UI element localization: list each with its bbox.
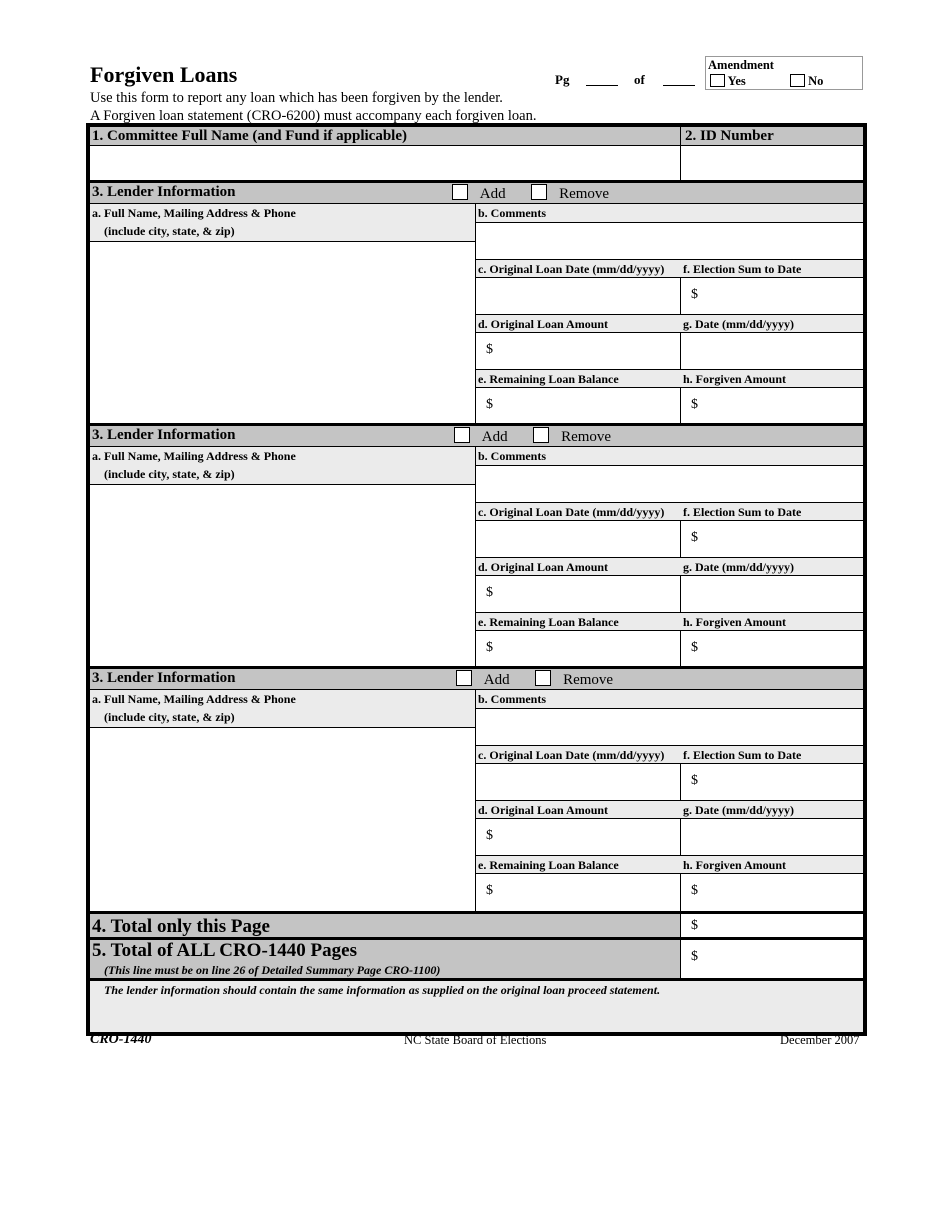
original-amount-field[interactable]: $ xyxy=(486,342,493,357)
address-sublabel: (include city, state, & zip) xyxy=(104,467,235,481)
remove-checkbox[interactable] xyxy=(533,427,549,443)
forgiven-amount-field[interactable]: $ xyxy=(691,883,698,898)
intro-line-1: Use this form to report any loan which has been forgiven by the lender. xyxy=(90,90,503,106)
original-amount-field[interactable]: $ xyxy=(486,828,493,843)
election-sum-field[interactable]: $ xyxy=(691,530,698,545)
page-number-field[interactable] xyxy=(586,84,618,86)
address-field[interactable] xyxy=(92,243,473,423)
address-field[interactable] xyxy=(92,729,473,909)
form-title: Forgiven Loans xyxy=(90,62,238,87)
address-label: a. Full Name, Mailing Address & Phone xyxy=(92,449,296,463)
page-count-field[interactable] xyxy=(663,84,695,86)
original-amount-label: d. Original Loan Amount xyxy=(478,560,609,574)
committee-name-label: 1. Committee Full Name (and Fund if applicable) xyxy=(92,128,407,144)
lender-title: 3. Lender Information xyxy=(92,427,236,443)
date-label: g. Date (mm/dd/yyyy) xyxy=(683,560,794,574)
lender-title: 3. Lender Information xyxy=(92,670,236,686)
add-checkbox[interactable] xyxy=(456,670,472,686)
amendment-yes-label: Yes xyxy=(727,74,746,88)
date-label: g. Date (mm/dd/yyyy) xyxy=(683,317,794,331)
forgiven-amount-field[interactable]: $ xyxy=(691,397,698,412)
form-frame xyxy=(86,123,867,1036)
election-sum-label: f. Election Sum to Date xyxy=(683,748,802,762)
remaining-balance-label: e. Remaining Loan Balance xyxy=(478,372,619,386)
remove-checkbox[interactable] xyxy=(531,184,547,200)
date-field[interactable] xyxy=(682,577,861,611)
loan-date-field[interactable] xyxy=(478,279,678,313)
date-field[interactable] xyxy=(682,334,861,368)
add-checkbox[interactable] xyxy=(454,427,470,443)
form-id: CRO-1440 xyxy=(90,1032,152,1047)
amendment-no-checkbox[interactable] xyxy=(790,74,805,87)
forgiven-amount-label: h. Forgiven Amount xyxy=(683,858,787,872)
agency-name: NC State Board of Elections xyxy=(404,1033,547,1047)
remove-label: Remove xyxy=(561,429,612,445)
comments-label: b. Comments xyxy=(478,206,546,220)
amendment-label: Amendment xyxy=(708,58,774,72)
original-amount-label: d. Original Loan Amount xyxy=(478,317,609,331)
lender-block-2 xyxy=(90,426,863,668)
amendment-box xyxy=(705,56,863,90)
intro-line-2: A Forgiven loan statement (CRO-6200) must accompany each forgiven loan. xyxy=(90,108,537,124)
comments-label: b. Comments xyxy=(478,449,546,463)
forgiven-amount-label: h. Forgiven Amount xyxy=(683,615,787,629)
original-amount-field[interactable]: $ xyxy=(486,585,493,600)
loan-date-field[interactable] xyxy=(478,522,678,556)
forgiven-amount-field[interactable]: $ xyxy=(691,640,698,655)
page-total-label: 4. Total only this Page xyxy=(92,916,270,937)
amendment-no-label: No xyxy=(808,74,824,88)
address-label: a. Full Name, Mailing Address & Phone xyxy=(92,692,296,706)
address-sublabel: (include city, state, & zip) xyxy=(104,224,235,238)
lender-block-3 xyxy=(90,669,863,911)
add-label: Add xyxy=(479,186,506,202)
election-sum-label: f. Election Sum to Date xyxy=(683,262,802,276)
election-sum-label: f. Election Sum to Date xyxy=(683,505,802,519)
remaining-balance-field[interactable]: $ xyxy=(486,883,493,898)
lender-title: 3. Lender Information xyxy=(92,184,236,200)
add-label: Add xyxy=(481,429,508,445)
add-checkbox[interactable] xyxy=(452,184,468,200)
date-label: g. Date (mm/dd/yyyy) xyxy=(683,803,794,817)
loan-date-label: c. Original Loan Date (mm/dd/yyyy) xyxy=(478,748,665,762)
remaining-balance-label: e. Remaining Loan Balance xyxy=(478,615,619,629)
comments-field[interactable] xyxy=(478,467,861,501)
all-pages-total-label: 5. Total of ALL CRO-1440 Pages xyxy=(92,940,357,961)
address-field[interactable] xyxy=(92,486,473,666)
remaining-balance-label: e. Remaining Loan Balance xyxy=(478,858,619,872)
comments-field[interactable] xyxy=(478,710,861,744)
remove-checkbox[interactable] xyxy=(535,670,551,686)
of-label: of xyxy=(634,72,645,87)
remove-label: Remove xyxy=(563,672,614,688)
original-amount-label: d. Original Loan Amount xyxy=(478,803,609,817)
address-sublabel: (include city, state, & zip) xyxy=(104,710,235,724)
add-label: Add xyxy=(483,672,510,688)
election-sum-field[interactable]: $ xyxy=(691,773,698,788)
amendment-yes-checkbox[interactable] xyxy=(710,74,725,87)
page-total-field[interactable]: $ xyxy=(691,918,698,933)
election-sum-field[interactable]: $ xyxy=(691,287,698,302)
id-number-field[interactable] xyxy=(682,147,861,180)
lender-info-note: The lender information should contain the same information as supplied on the original loan proceed statement. xyxy=(104,983,661,997)
loan-date-label: c. Original Loan Date (mm/dd/yyyy) xyxy=(478,505,665,519)
pg-label: Pg xyxy=(555,72,570,87)
remaining-balance-field[interactable]: $ xyxy=(486,640,493,655)
id-number-label: 2. ID Number xyxy=(685,128,774,144)
comments-field[interactable] xyxy=(478,224,861,258)
loan-date-label: c. Original Loan Date (mm/dd/yyyy) xyxy=(478,262,665,276)
remove-label: Remove xyxy=(559,186,610,202)
all-pages-total-note: (This line must be on line 26 of Detailed Summary Page CRO-1100) xyxy=(104,963,441,977)
address-label: a. Full Name, Mailing Address & Phone xyxy=(92,206,296,220)
all-pages-total-field[interactable]: $ xyxy=(691,949,698,964)
date-field[interactable] xyxy=(682,820,861,854)
comments-label: b. Comments xyxy=(478,692,546,706)
loan-date-field[interactable] xyxy=(478,765,678,799)
remaining-balance-field[interactable]: $ xyxy=(486,397,493,412)
committee-name-field[interactable] xyxy=(92,147,678,180)
forgiven-amount-label: h. Forgiven Amount xyxy=(683,372,787,386)
lender-block-1 xyxy=(90,183,863,425)
form-date: December 2007 xyxy=(780,1033,860,1047)
